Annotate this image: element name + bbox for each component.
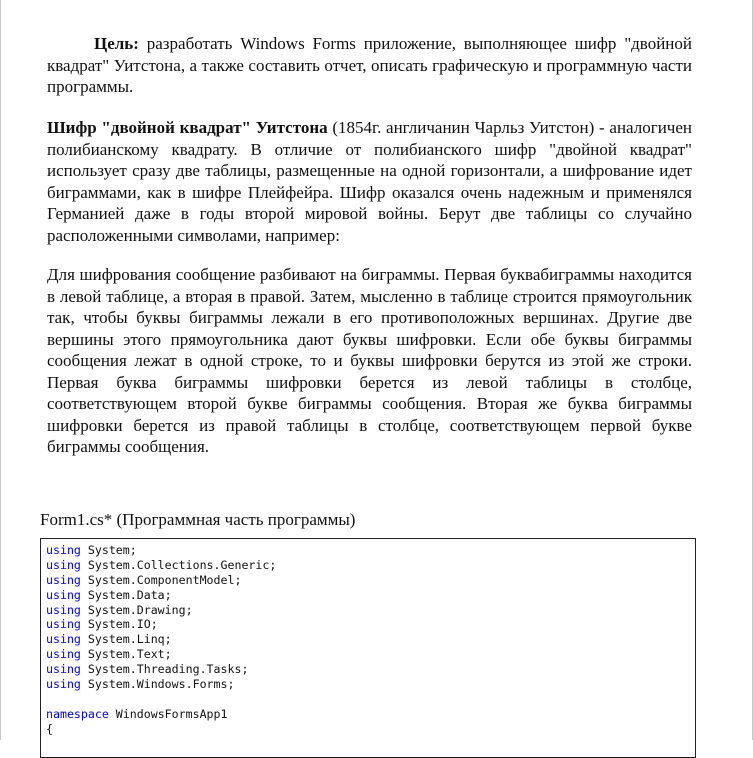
code-section-title: Form1.cs* (Программная часть программы) — [40, 510, 356, 529]
goal-paragraph — [47, 33, 692, 98]
cipher-description-paragraph — [47, 117, 692, 246]
code-keyword: namespace — [46, 706, 109, 721]
code-line — [46, 677, 695, 692]
code-text: System.Collections.Generic; — [80, 557, 277, 572]
code-keyword: using — [46, 677, 81, 692]
code-keyword: using — [46, 662, 81, 677]
code-keyword: using — [46, 543, 81, 557]
encryption-method-paragraph — [47, 264, 692, 458]
code-line — [46, 662, 695, 677]
code-text: WindowsFormsApp1 — [108, 706, 228, 721]
code-line — [46, 707, 695, 722]
code-line — [46, 692, 695, 707]
code-line — [46, 632, 695, 647]
code-line — [46, 543, 695, 558]
code-keyword: using — [46, 617, 81, 632]
code-text: System.IO; — [80, 617, 158, 632]
code-keyword: using — [46, 557, 81, 572]
code-keyword: using — [46, 647, 81, 662]
code-keyword: using — [46, 587, 81, 602]
code-line — [46, 722, 695, 737]
code-text: System; — [80, 543, 137, 557]
code-line — [46, 617, 695, 632]
code-text: System.Text; — [80, 647, 172, 662]
goal-lead: Цель: — [94, 34, 139, 53]
code-keyword: using — [46, 602, 81, 617]
code-text: System.Linq; — [80, 632, 172, 647]
encryption-method-text: Для шифрования сообщение разбивают на биграммы. Первая буквабиграммы находится в левой таблице, а вторая в правой. Затем, мысленно в таблице строится прямоугольник так, чтобы буквы биграммы лежали в его противоположных вершинах. Другие две вершины этого прямоугольника дают буквы шифровки. Если обе буквы биграммы сообщения лежат в одной строке, то и буквы шифровки берутся из этой же строки. Первая буква биграммы шифровки берется из левой таблицы в столбце, соответствующем второй букве биграммы сообщения. Вторая же буква биграммы шифровки берется из правой таблицы в столбце, соответствующем первой букве биграммы сообщения. — [47, 265, 692, 456]
code-text: System.Data; — [80, 587, 172, 602]
cipher-name-lead: Шифр "двойной квадрат" Уитстона — [47, 118, 328, 137]
code-keyword: using — [46, 632, 81, 647]
code-line — [46, 647, 695, 662]
code-line — [46, 558, 695, 573]
code-listing — [40, 538, 696, 758]
cipher-description-text: (1854г. англичанин Чарльз Уитстон) - аналогичен полибианскому квадрату. В отличие от полибианского шифр "двойной квадрат" использует сразу две таблицы, размещенные на одной горизонтали, а шифрование идет биграммами, как в шифре Плейфейра. Шифр оказался очень надежным и применялся Германией даже в годы второй мировой войны. Берут две таблицы со случайно расположенными символами, например: — [47, 118, 692, 245]
code-text: System.Threading.Tasks; — [80, 662, 249, 677]
code-text: System.Windows.Forms; — [80, 677, 235, 692]
code-line — [46, 603, 695, 618]
goal-text: разработать Windows Forms приложение, выполняющее шифр "двойной квадрат" Уитстона, а также составить отчет, описать графическую и программную части программы. — [47, 34, 692, 96]
code-text: System.ComponentModel; — [80, 572, 242, 587]
code-line — [46, 588, 695, 603]
page-left-edge — [0, 0, 1, 740]
code-line — [46, 573, 695, 588]
code-text: System.Drawing; — [80, 602, 193, 617]
code-keyword: using — [46, 572, 81, 587]
code-text: { — [46, 721, 53, 736]
